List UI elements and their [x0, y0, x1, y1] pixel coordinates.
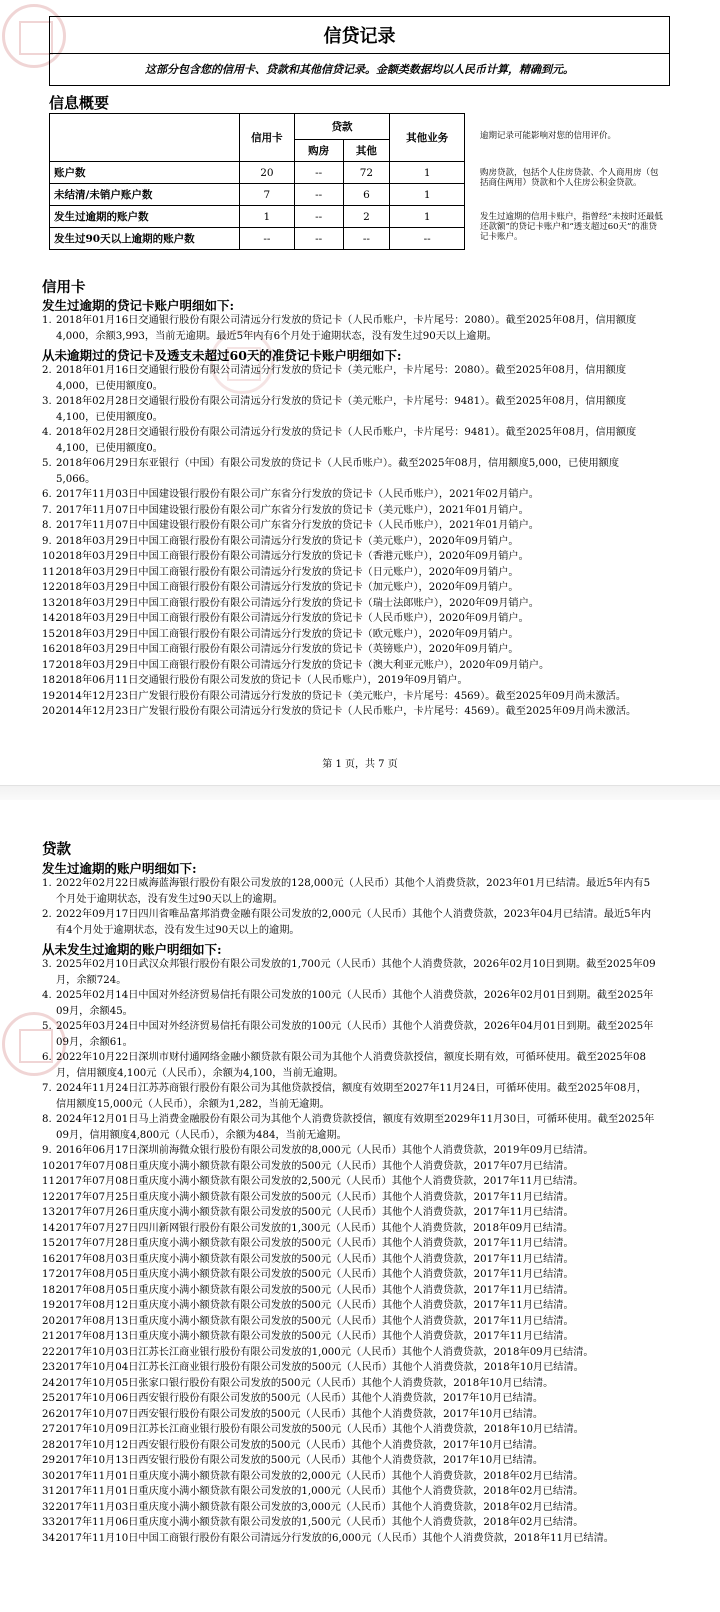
item-text: 2018年03月29日中国工商银行股份有限公司清远分行发放的贷记卡（瑞士法郎账户），2020年09月销户。: [56, 597, 539, 609]
list-item: [42, 1112, 657, 1143]
item-text: 2018年03月29日中国工商银行股份有限公司清远分行发放的贷记卡（澳大利亚元账户），2020年09月销户。: [56, 659, 550, 671]
list-item: [42, 1252, 657, 1268]
item-number: 13.: [42, 597, 59, 609]
item-text: 2018年06月29日东亚银行（中国）有限公司发放的贷记卡（人民币账户）。截至2025年08月，信用额度5,000，已使用额度5,066。: [56, 458, 620, 485]
list-item: [42, 1314, 657, 1330]
item-text: 2018年03月29日中国工商银行股份有限公司清远分行发放的贷记卡（英镑账户），2020年09月销户。: [56, 644, 519, 655]
credit-card-heading: 信用卡: [42, 279, 86, 296]
loan-normal-heading: 从未发生过逾期的账户明细如下:: [42, 942, 222, 957]
col-loan-house: 购房: [294, 140, 343, 162]
list-item: [42, 1329, 657, 1345]
item-text: 2017年11月03日中国建设银行股份有限公司广东省分行发放的贷记卡（人民币账户），2021年02月销户。: [56, 489, 539, 500]
list-item: [42, 534, 657, 550]
cell-biz: 1: [390, 162, 465, 184]
item-text: 2014年12月23日广发银行股份有限公司清远分行发放的贷记卡（人民币账户，卡片尾号：4569）。截至2025年09月尚未激活。: [56, 706, 637, 717]
list-item: [42, 611, 657, 627]
item-text: 2017年07月25日重庆度小满小额贷款有限公司发放的500元（人民币）其他个人消费贷款，2017年11月已结清。: [56, 1191, 574, 1203]
item-text: 2018年03月29日中国工商银行股份有限公司清远分行发放的贷记卡（人民币账户），2020年09月销户。: [56, 613, 529, 624]
item-text: 2017年08月05日重庆度小满小额贷款有限公司发放的500元（人民币）其他个人消费贷款，2017年11月已结清。: [56, 1269, 574, 1280]
item-number: 3.: [42, 959, 52, 970]
item-number: 6.: [42, 1052, 52, 1063]
item-number: 31.: [42, 1486, 59, 1497]
item-text: 2022年10月22日深圳市财付通网络金融小额贷款有限公司为其他个人消费贷款授信，额度长期有效，可循环使用。截至2025年08月，信用额度4,100元（人民币），余额为4,100，当前无逾期。: [56, 1052, 646, 1079]
item-number: 34.: [42, 1532, 59, 1544]
list-item: [42, 1422, 657, 1438]
list-item: [42, 487, 657, 503]
summary-heading: 信息概要: [49, 94, 110, 112]
item-number: 18.: [42, 675, 59, 686]
item-text: 2017年11月06日重庆度小满小额贷款有限公司发放的1,500元（人民币）其他个人消费贷款，2018年02月已结清。: [56, 1517, 584, 1528]
list-item: [42, 1236, 657, 1252]
list-item: [42, 1205, 657, 1221]
list-item: [42, 503, 657, 519]
item-number: 32.: [42, 1501, 59, 1513]
credit-card-overdue-heading: 发生过逾期的贷记卡账户明细如下:: [42, 298, 235, 313]
item-text: 2017年11月10日中国工商银行股份有限公司清远分行发放的6,000元（人民币）其他个人消费贷款，2018年11月已结清。: [56, 1532, 614, 1544]
item-text: 2017年10月05日张家口银行股份有限公司发放的500元（人民币）其他个人消费贷款，2018年10月已结清。: [56, 1377, 554, 1389]
item-text: 2025年02月14日中国对外经济贸易信托有限公司发放的100元（人民币）其他个人消费贷款，2026年02月01日到期。截至2025年09月，余额45。: [56, 990, 654, 1017]
item-number: 7.: [42, 1083, 52, 1094]
cell-biz: 1: [390, 206, 465, 228]
list-item: [42, 1283, 657, 1299]
list-item: [42, 673, 657, 689]
cell-biz: --: [390, 228, 465, 250]
item-number: 25.: [42, 1393, 59, 1404]
cell-card: 20: [240, 162, 295, 184]
item-number: 8.: [42, 1114, 52, 1125]
list-item: [42, 1019, 657, 1050]
item-number: 33.: [42, 1517, 59, 1528]
list-item: [42, 456, 657, 487]
col-loan: 贷款: [294, 114, 390, 140]
item-number: 4.: [42, 990, 52, 1001]
summary-note: 发生过逾期的信用卡账户，指曾经“未按时还最低还款额”的贷记卡账户和“透支超过60天”的准贷记卡账户。: [480, 212, 663, 242]
cell-biz: 1: [390, 184, 465, 206]
list-item: [42, 1143, 657, 1159]
list-item: [42, 1531, 657, 1547]
list-item: [42, 549, 657, 565]
item-text: 2018年01月16日交通银行股份有限公司清远分行发放的贷记卡（美元账户，卡片尾号：2080）。截至2025年08月，信用额度4,000，已使用额度0。: [56, 365, 627, 392]
list-item: [42, 1484, 657, 1500]
credit-card-overdue-list: [42, 313, 657, 344]
list-item: [42, 1345, 657, 1361]
item-number: 8.: [42, 520, 52, 531]
item-number: 15.: [42, 1238, 59, 1249]
col-loan-other: 其他: [343, 140, 390, 162]
list-item: [42, 1360, 657, 1376]
item-number: 11.: [42, 1176, 59, 1187]
item-number: 19.: [42, 690, 59, 702]
item-text: 2017年08月03日重庆度小满小额贷款有限公司发放的500元（人民币）其他个人消费贷款，2017年11月已结清。: [56, 1253, 574, 1265]
item-number: 1.: [42, 878, 52, 889]
cell-house: --: [294, 206, 343, 228]
list-item: [42, 1190, 657, 1206]
row-label: 账户数: [50, 162, 240, 184]
list-item: [42, 363, 657, 394]
item-text: 2017年10月04日江苏长江商业银行股份有限公司发放的500元（人民币）其他个人消费贷款，2018年10月已结清。: [56, 1362, 584, 1373]
credit-record-title-box: [49, 16, 670, 86]
summary-row: [50, 228, 465, 250]
item-text: 2025年03月24日中国对外经济贸易信托有限公司发放的100元（人民币）其他个人消费贷款，2026年04月01日到期。截至2025年09月，余额61。: [56, 1021, 654, 1048]
item-number: 5.: [42, 1021, 52, 1032]
item-number: 6.: [42, 489, 52, 500]
item-text: 2017年08月05日重庆度小满小额贷款有限公司发放的500元（人民币）其他个人消费贷款，2017年11月已结清。: [56, 1284, 574, 1296]
loan-overdue-list: [42, 876, 657, 938]
item-text: 2017年10月06日西安银行股份有限公司发放的500元（人民币）其他个人消费贷款，2017年10月已结清。: [56, 1393, 544, 1404]
item-text: 2017年07月08日重庆度小满小额贷款有限公司发放的2,500元（人民币）其他个人消费贷款，2017年11月已结清。: [56, 1176, 584, 1187]
list-item: [42, 988, 657, 1019]
row-label: 发生过90天以上逾期的账户数: [50, 228, 240, 250]
item-number: 21.: [42, 1331, 59, 1342]
list-item: [42, 658, 657, 674]
loan-heading: 贷款: [42, 841, 71, 858]
summary-corner-cell: [50, 114, 240, 162]
cell-other: --: [343, 228, 390, 250]
item-text: 2014年12月23日广发银行股份有限公司清远分行发放的贷记卡（美元账户，卡片尾号：4569）。截至2025年09月尚未激活。: [56, 690, 627, 702]
list-item: [42, 1267, 657, 1283]
item-text: 2017年11月03日重庆度小满小额贷款有限公司发放的3,000元（人民币）其他个人消费贷款，2018年02月已结清。: [56, 1501, 584, 1513]
item-text: 2018年06月11日交通银行股份有限公司发放的贷记卡（人民币账户），2019年09月销户。: [56, 675, 468, 686]
item-number: 15.: [42, 628, 59, 640]
list-item: [42, 394, 657, 425]
item-number: 27.: [42, 1424, 59, 1435]
list-item: [42, 627, 657, 643]
item-number: 29.: [42, 1455, 59, 1466]
report-page-2: [0, 800, 720, 1612]
item-text: 2017年10月12日西安银行股份有限公司发放的500元（人民币）其他个人消费贷款，2017年10月已结清。: [56, 1439, 544, 1451]
item-number: 14.: [42, 1222, 59, 1234]
item-number: 16.: [42, 1253, 59, 1265]
summary-note: 逾期记录可能影响对您的信用评价。: [480, 131, 617, 141]
item-number: 2.: [42, 909, 52, 920]
list-item: [42, 580, 657, 596]
item-text: 2017年08月13日重庆度小满小额贷款有限公司发放的500元（人民币）其他个人消费贷款，2017年11月已结清。: [56, 1331, 574, 1342]
col-credit-card: 信用卡: [240, 114, 295, 162]
item-number: 18.: [42, 1284, 59, 1296]
cell-house: --: [294, 162, 343, 184]
item-text: 2017年07月26日重庆度小满小额贷款有限公司发放的500元（人民币）其他个人消费贷款，2017年11月已结清。: [56, 1207, 574, 1218]
page-separator: [0, 785, 720, 800]
row-label: 发生过逾期的账户数: [50, 206, 240, 228]
list-item: [42, 1159, 657, 1175]
item-text: 2018年03月29日中国工商银行股份有限公司清远分行发放的贷记卡（美元账户），2020年09月销户。: [56, 535, 519, 547]
summary-row: [50, 184, 465, 206]
item-number: 12.: [42, 582, 59, 593]
list-item: [42, 518, 657, 534]
item-number: 3.: [42, 396, 52, 407]
item-text: 2018年03月29日中国工商银行股份有限公司清远分行发放的贷记卡（欧元账户），2020年09月销户。: [56, 628, 519, 640]
item-text: 2025年02月10日武汉众邦银行股份有限公司发放的1,700元（人民币）其他个人消费贷款，2026年02月10日到期。截至2025年09月，余额724。: [56, 959, 656, 986]
summary-row: [50, 206, 465, 228]
row-label: 未结清/未销户账户数: [50, 184, 240, 206]
item-text: 2022年02月22日威海蓝海银行股份有限公司发放的128,000元（人民币）其他个人消费贷款，2023年01月已结清。最近5年内有5个月处于逾期状态，没有发生过90天以上的逾期。: [56, 878, 651, 905]
item-text: 2017年08月13日重庆度小满小额贷款有限公司发放的500元（人民币）其他个人消费贷款，2017年11月已结清。: [56, 1315, 574, 1327]
item-text: 2017年11月01日重庆度小满小额贷款有限公司发放的2,000元（人民币）其他个人消费贷款，2018年02月已结清。: [56, 1470, 584, 1482]
list-item: [42, 425, 657, 456]
list-item: [42, 1500, 657, 1516]
item-text: 2016年06月17日深圳前海微众银行股份有限公司发放的8,000元（人民币）其他个人消费贷款，2019年09月已结清。: [56, 1145, 594, 1156]
item-text: 2017年10月09日江苏长江商业银行股份有限公司发放的500元（人民币）其他个人消费贷款，2018年10月已结清。: [56, 1424, 584, 1435]
cell-other: 72: [343, 162, 390, 184]
item-text: 2018年03月29日中国工商银行股份有限公司清远分行发放的贷记卡（加元账户），2020年09月销户。: [56, 582, 519, 593]
list-item: [42, 1376, 657, 1392]
list-item: [42, 1050, 657, 1081]
list-item: [42, 1453, 657, 1469]
list-item: [42, 907, 657, 938]
cell-card: --: [240, 228, 295, 250]
item-text: 2018年03月29日中国工商银行股份有限公司清远分行发放的贷记卡（日元账户），2020年09月销户。: [56, 566, 519, 578]
cell-other: 2: [343, 206, 390, 228]
list-item: [42, 1469, 657, 1485]
item-number: 16.: [42, 644, 59, 655]
item-number: 11.: [42, 566, 59, 578]
list-item: [42, 596, 657, 612]
item-number: 26.: [42, 1408, 59, 1420]
credit-card-normal-list: [42, 363, 657, 720]
list-item: [42, 704, 657, 720]
list-item: [42, 1438, 657, 1454]
item-number: 17.: [42, 1269, 59, 1280]
item-number: 14.: [42, 613, 59, 624]
item-number: 23.: [42, 1362, 59, 1373]
page-footer: 第 1 页，共 7 页: [322, 759, 398, 770]
list-item: [42, 642, 657, 658]
item-text: 2017年07月28日重庆度小满小额贷款有限公司发放的500元（人民币）其他个人消费贷款，2017年11月已结清。: [56, 1238, 574, 1249]
list-item: [42, 876, 657, 907]
item-number: 12.: [42, 1191, 59, 1203]
summary-table: [49, 113, 465, 250]
item-number: 17.: [42, 659, 59, 671]
item-text: 2018年03月29日中国工商银行股份有限公司清远分行发放的贷记卡（香港元账户），2020年09月销户。: [56, 551, 529, 562]
item-number: 10.: [42, 1160, 59, 1172]
item-text: 2022年09月17日四川省唯品富邦消费金融有限公司发放的2,000元（人民币）其他个人消费贷款，2023年04月已结清。最近5年内有4个月处于逾期状态，没有发生过90天以上的逾期。: [56, 909, 652, 936]
cell-card: 1: [240, 206, 295, 228]
list-item: [42, 565, 657, 581]
item-text: 2018年02月28日交通银行股份有限公司清远分行发放的贷记卡（人民币账户，卡片尾号：9481）。截至2025年08月，信用额度4,100，已使用额度0。: [56, 427, 637, 454]
item-text: 2018年02月28日交通银行股份有限公司清远分行发放的贷记卡（美元账户，卡片尾号：9481）。截至2025年08月，信用额度4,100，已使用额度0。: [56, 396, 627, 423]
cell-card: 7: [240, 184, 295, 206]
item-text: 2017年11月07日中国建设银行股份有限公司广东省分行发放的贷记卡（美元账户），2021年01月销户。: [56, 504, 529, 516]
col-other-business: 其他业务: [390, 114, 465, 162]
item-number: 13.: [42, 1207, 59, 1218]
list-item: [42, 1081, 657, 1112]
list-item: [42, 1174, 657, 1190]
item-number: 20.: [42, 706, 59, 717]
item-number: 19.: [42, 1300, 59, 1311]
credit-card-normal-heading: 从未逾期过的贷记卡及透支未超过60天的准贷记卡账户明细如下:: [42, 348, 402, 363]
item-text: 2017年10月13日西安银行股份有限公司发放的500元（人民币）其他个人消费贷款，2017年10月已结清。: [56, 1455, 544, 1466]
summary-note: 购房贷款，包括个人住房贷款、个人商用房（包括商住两用）贷款和个人住房公积金贷款。: [480, 168, 659, 188]
page-subtitle: 这部分包含您的信用卡、贷款和其他信贷记录。金额类数据均以人民币计算，精确到元。: [145, 63, 574, 76]
page-title: 信贷记录: [50, 21, 669, 54]
item-number: 4.: [42, 427, 52, 438]
list-item: [42, 689, 657, 705]
item-number: 9.: [42, 535, 52, 547]
item-number: 24.: [42, 1377, 59, 1389]
loan-normal-list: [42, 957, 657, 1546]
list-item: [42, 1391, 657, 1407]
item-number: 5.: [42, 458, 52, 469]
item-number: 28.: [42, 1439, 59, 1451]
item-number: 2.: [42, 365, 52, 376]
item-text: 2017年10月07日西安银行股份有限公司发放的500元（人民币）其他个人消费贷款，2017年10月已结清。: [56, 1408, 544, 1420]
item-number: 22.: [42, 1346, 59, 1358]
list-item: [42, 1298, 657, 1314]
item-text: 2017年07月08日重庆度小满小额贷款有限公司发放的500元（人民币）其他个人消费贷款，2017年07月已结清。: [56, 1160, 574, 1172]
summary-row: [50, 162, 465, 184]
item-number: 30.: [42, 1470, 59, 1482]
loan-overdue-heading: 发生过逾期的账户明细如下:: [42, 861, 197, 876]
item-number: 9.: [42, 1145, 52, 1156]
item-text: 2017年08月12日重庆度小满小额贷款有限公司发放的500元（人民币）其他个人消费贷款，2017年11月已结清。: [56, 1300, 574, 1311]
list-item: [42, 313, 657, 344]
cell-other: 6: [343, 184, 390, 206]
item-text: 2017年11月01日重庆度小满小额贷款有限公司发放的1,000元（人民币）其他个人消费贷款，2018年02月已结清。: [56, 1486, 584, 1497]
item-number: 10.: [42, 551, 59, 562]
list-item: [42, 957, 657, 988]
report-page-1: [0, 0, 720, 785]
item-text: 2018年01月16日交通银行股份有限公司清远分行发放的贷记卡（人民币账户，卡片尾号：2080）。截至2025年08月，信用额度4,000，余额3,993，当前无逾期。最近5年内有6个月处于逾期状态，没有发生过90天以上逾期。: [56, 315, 637, 342]
cell-house: --: [294, 228, 343, 250]
item-text: 2024年12月01日马上消费金融股份有限公司为其他个人消费贷款授信，额度有效期至2029年11月30日，可循环使用。截至2025年09月，信用额度4,800元（人民币），余额为484，当前无逾期。: [56, 1114, 655, 1141]
list-item: [42, 1221, 657, 1237]
item-text: 2017年11月07日中国建设银行股份有限公司广东省分行发放的贷记卡（人民币账户），2021年01月销户。: [56, 520, 539, 531]
item-number: 1.: [42, 315, 52, 326]
item-number: 7.: [42, 504, 52, 516]
cell-house: --: [294, 184, 343, 206]
item-text: 2024年11月24日江苏苏商银行股份有限公司为其他贷款授信，额度有效期至2027年11月24日，可循环使用。截至2025年08月，信用额度15,000元（人民币），余额为1,282，当前无逾期。: [56, 1083, 647, 1110]
item-text: 2017年07月27日四川新网银行股份有限公司发放的1,300元（人民币）其他个人消费贷款，2018年09月已结清。: [56, 1222, 574, 1234]
item-text: 2017年10月03日江苏长江商业银行股份有限公司发放的1,000元（人民币）其他个人消费贷款，2018年09月已结清。: [56, 1346, 594, 1358]
list-item: [42, 1515, 657, 1531]
list-item: [42, 1407, 657, 1423]
item-number: 20.: [42, 1315, 59, 1327]
